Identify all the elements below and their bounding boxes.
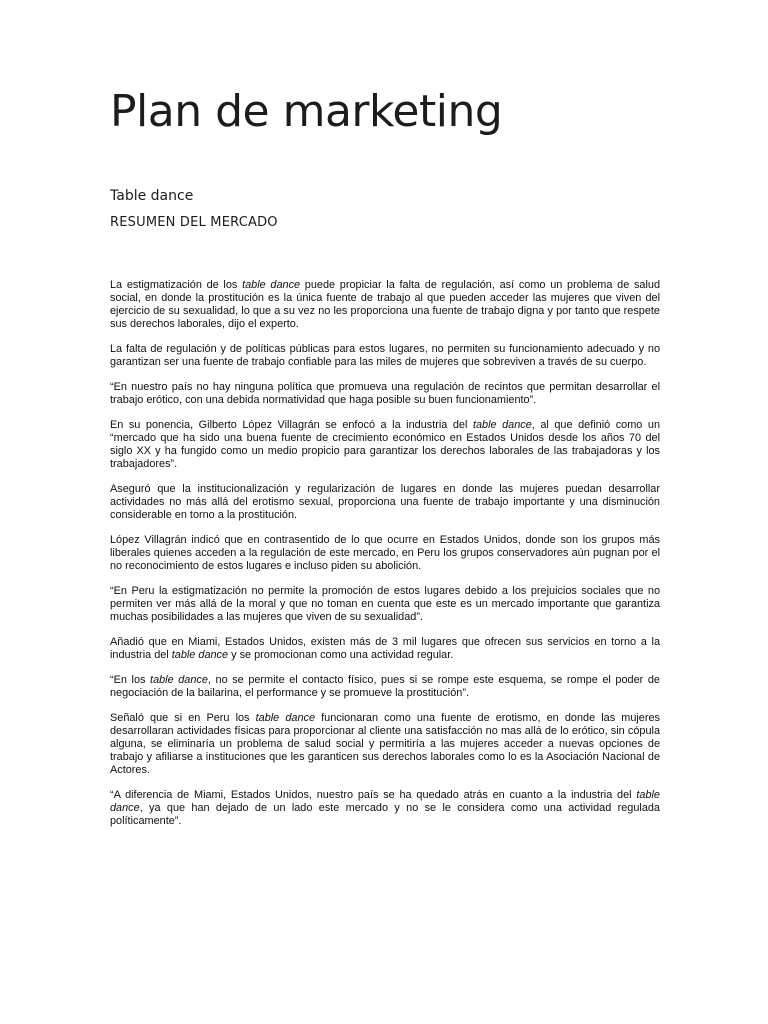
emphasis-text: table dance bbox=[472, 419, 532, 431]
paragraph-9 bbox=[110, 674, 660, 700]
paragraph-text: En su ponencia, Gilberto López Villagrán se enfocó a la industria del bbox=[110, 419, 473, 431]
emphasis-text: table dance bbox=[150, 674, 208, 686]
emphasis-text: table dance bbox=[110, 789, 660, 814]
emphasis-text: table dance bbox=[255, 712, 316, 724]
paragraph-4 bbox=[110, 419, 660, 471]
paragraph-text: funcionaran como una fuente de erotismo, en donde las mujeres desarrollaran actividades físicas para proporcionar al cliente una satisfacción no mas allá de lo erótico, sin cópula alguna, se eliminaría un problema de salud social y permitiría a las mujeres acceder a nuevas opciones de trabajo y afiliarse a instituciones que les garanticen sus derechos laborales como lo es la Asociación Nacional de Actores. bbox=[110, 712, 660, 776]
paragraph-1 bbox=[110, 279, 660, 331]
paragraph-3: “En nuestro país no hay ninguna política que promueva una regulación de recintos que permitan desarrollar el trabajo erótico, con una debida normatividad que haga posible su buen funcionamiento”. bbox=[110, 381, 660, 406]
paragraph-text: “A diferencia de Miami, Estados Unidos, nuestro país se ha quedado atrás en cuanto a la industria del bbox=[110, 789, 637, 801]
paragraph-10 bbox=[110, 712, 660, 777]
emphasis-text: table dance bbox=[242, 279, 301, 291]
paragraph-5: Aseguró que la institucionalización y regularización de lugares en donde las mujeres puedan desarrollar actividades no más allá del erotismo sexual, proporciona una fuente de trabajo importante y una disminución considerable en torno a la prostitución. bbox=[110, 483, 660, 521]
document-body bbox=[110, 279, 660, 840]
paragraph-text: puede propiciar la falta de regulación, así como un problema de salud social, en donde la prostitución es la única fuente de trabajo al que pueden acceder las mujeres que viven del ejercicio de su sexualidad, lo que a su vez no les proporciona una fuente de trabajo digna y por tanto que respete sus derechos laborales, dijo el experto. bbox=[110, 279, 661, 330]
paragraph-8 bbox=[110, 636, 660, 662]
paragraph-7: “En Peru la estigmatización no permite la promoción de estos lugares debido a los prejuicios sociales que no permiten ver más allá de la moral y que no toman en cuenta que este es un mercado importante que garantiza muchas posibilidades a las mujeres que viven de su sexualidad”. bbox=[110, 585, 660, 623]
paragraph-text: , al que definió como un “mercado que ha sido una buena fuente de crecimiento económico en Estados Unidos desde los años 70 del siglo XX y ha fungido como un medio propicio para garantizar los derechos laborales de las trabajadoras y los trabajadores”. bbox=[110, 419, 661, 470]
emphasis-text: table dance bbox=[171, 649, 229, 661]
paragraph-11 bbox=[110, 789, 660, 828]
paragraph-6: López Villagrán indicó que en contrasentido de lo que ocurre en Estados Unidos, donde son los grupos más liberales quienes acceden a la regulación de este mercado, en Peru los grupos conservadores aún pugnan por el no reconocimiento de estos lugares e incluso piden su abolición. bbox=[110, 534, 660, 572]
paragraph-text: , no se permite el contacto físico, pues si se rompe este esquema, se rompe el poder de negociación de la bailarina, el performance y se promueve la prostitución”. bbox=[110, 674, 660, 699]
paragraph-text: y se promocionan como una actividad regular. bbox=[228, 649, 454, 661]
paragraph-text: Señaló que si en Peru los bbox=[110, 712, 256, 724]
paragraph-text: La estigmatización de los bbox=[110, 279, 243, 291]
document-subtitle: Table dance bbox=[110, 188, 194, 204]
paragraph-text: , ya que han dejado de un lado este mercado y no se le considera como una actividad regulada políticamente”. bbox=[110, 802, 660, 827]
document-title: Plan de marketing bbox=[110, 86, 503, 137]
paragraph-2: La falta de regulación y de políticas públicas para estos lugares, no permiten su funcionamiento adecuado y no garantizan ser una fuente de trabajo confiable para las miles de mujeres que sobreviven a través de su cuerpo. bbox=[110, 343, 660, 368]
paragraph-text: “En los bbox=[110, 674, 151, 686]
section-heading: RESUMEN DEL MERCADO bbox=[110, 215, 278, 230]
paragraph-text: Añadió que en Miami, Estados Unidos, existen más de 3 mil lugares que ofrecen sus servicios en torno a la industria del bbox=[110, 636, 660, 661]
